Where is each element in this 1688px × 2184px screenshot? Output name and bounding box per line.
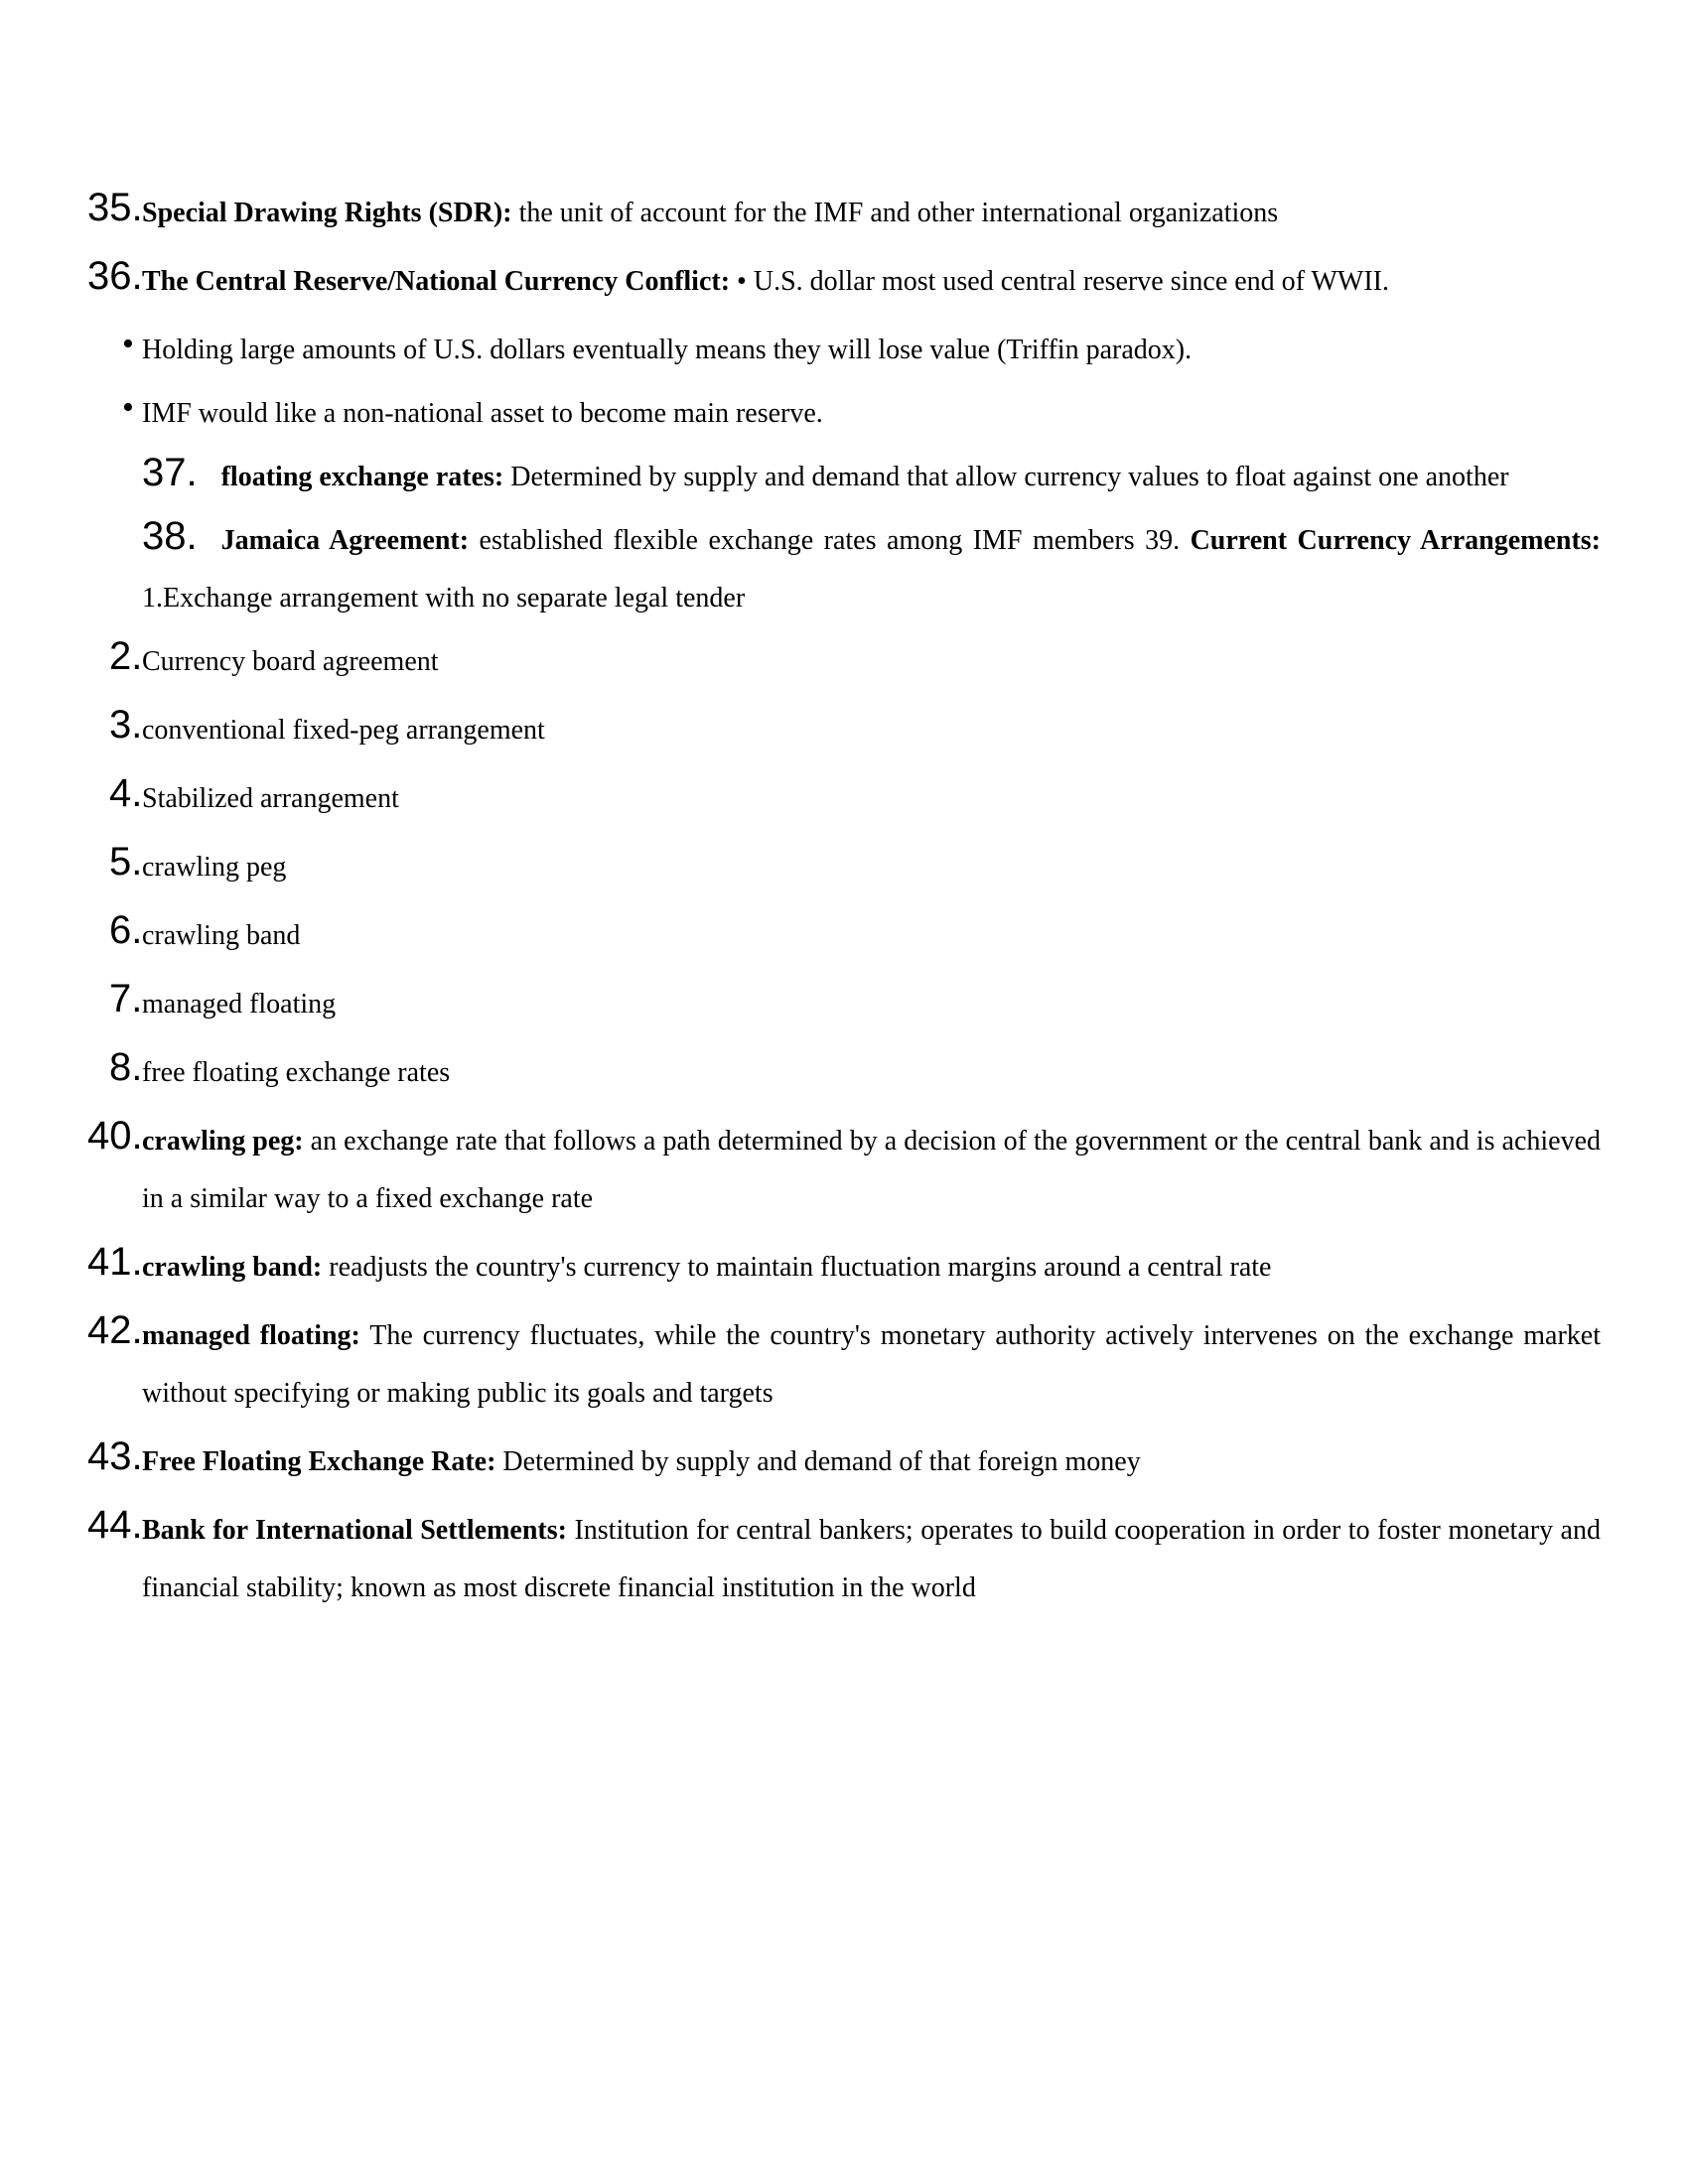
item-text: free floating exchange rates — [142, 1057, 451, 1088]
sublist-item-7 — [87, 976, 1601, 1033]
bullet-icon: • — [122, 389, 134, 426]
definition-text: the unit of account for the IMF and other international organizations — [511, 198, 1279, 228]
definition-text: an exchange rate that follows a path determined by a decision of the government or the central bank and is achieved in a similar way to a fixed exchange rate — [142, 1126, 1602, 1214]
list-item-42 — [87, 1307, 1601, 1423]
item-number: 44. — [87, 1503, 143, 1547]
item-text — [142, 1502, 1601, 1617]
definition-text-2: 1.Exchange arrangement with no separate legal tender — [142, 583, 746, 614]
item-number: 37. — [142, 451, 198, 494]
term-label: crawling peg: — [142, 1126, 304, 1157]
item-number: 2. — [109, 634, 143, 678]
term-label: The Central Reserve/National Currency Conflict: — [142, 266, 731, 297]
bullet-text: Holding large amounts of U.S. dollars eventually means they will lose value (Triffin paradox). — [142, 335, 1193, 365]
sublist-item-5 — [87, 839, 1601, 896]
term-label-2: Current Currency Arrangements: — [1190, 525, 1601, 556]
item-text: crawling peg — [142, 852, 287, 883]
item-number: 7. — [109, 977, 143, 1021]
item-number: 41. — [87, 1240, 143, 1284]
term-label: Free Floating Exchange Rate: — [142, 1446, 496, 1477]
item-text — [142, 1113, 1601, 1228]
list-item-35 — [87, 185, 1601, 242]
definition-text: The currency fluctuates, while the country's monetary authority actively intervenes on the exchange market without specifying or making public its goals and targets — [142, 1320, 1602, 1409]
item-text — [142, 512, 1601, 627]
definition-text: established flexible exchange rates among IMF members 39. — [469, 525, 1191, 556]
item-text — [142, 253, 1601, 311]
document-body — [87, 185, 1601, 1628]
item-number: 5. — [109, 840, 143, 884]
sublist-item-2 — [87, 633, 1601, 691]
definition-text: Determined by supply and demand of that foreign money — [495, 1446, 1141, 1477]
item-text: Currency board agreement — [142, 646, 439, 677]
item-text: managed floating — [142, 989, 337, 1020]
definition-text: • U.S. dollar most used central reserve since end of WWII. — [730, 266, 1390, 297]
list-item-37 — [142, 449, 1601, 506]
item-number: 38. — [142, 514, 198, 558]
term-label: crawling band: — [142, 1252, 323, 1283]
term-label: Bank for International Settlements: — [142, 1515, 567, 1546]
item-number: 6. — [109, 908, 143, 952]
item-number: 40. — [87, 1114, 143, 1158]
item-text: crawling band — [142, 920, 301, 951]
item-number: 4. — [109, 771, 143, 815]
definition-text: readjusts the country's currency to maintain fluctuation margins around a central rate — [322, 1252, 1272, 1283]
bullet-item-2 — [87, 385, 1601, 443]
item-text — [142, 1239, 1601, 1297]
item-text — [142, 449, 1601, 506]
item-text: conventional fixed-peg arrangement — [142, 715, 545, 746]
sublist-item-4 — [87, 770, 1601, 828]
list-item-38 — [142, 512, 1601, 627]
list-item-44 — [87, 1502, 1601, 1617]
term-label: Special Drawing Rights (SDR): — [142, 198, 512, 228]
bullet-icon: • — [122, 326, 134, 362]
item-text — [142, 1307, 1601, 1423]
definition-text: Institution for central bankers; operates to build cooperation in order to foster monetary and financial stability; known as most discrete financial institution in the world — [142, 1515, 1601, 1603]
list-item-41 — [87, 1239, 1601, 1297]
list-item-36 — [87, 253, 1601, 311]
sublist-item-6 — [87, 907, 1601, 965]
list-item-43 — [87, 1433, 1601, 1491]
item-number: 42. — [87, 1308, 143, 1352]
term-label: Jamaica Agreement: — [220, 525, 470, 556]
sublist-item-8 — [87, 1044, 1601, 1102]
item-number: 35. — [87, 186, 143, 229]
list-item-40 — [87, 1113, 1601, 1228]
item-text — [142, 1433, 1601, 1491]
bullet-item-1 — [87, 322, 1601, 379]
item-text: Stabilized arrangement — [142, 783, 399, 814]
item-number: 8. — [109, 1045, 143, 1089]
item-number: 43. — [87, 1434, 143, 1478]
definition-text: Determined by supply and demand that allow currency values to float against one another — [503, 462, 1509, 492]
sublist-item-3 — [87, 702, 1601, 759]
term-label: floating exchange rates: — [220, 462, 504, 492]
item-number: 3. — [109, 703, 143, 747]
bullet-text: IMF would like a non-national asset to become main reserve. — [142, 398, 823, 429]
item-number: 36. — [87, 254, 143, 298]
term-label: managed floating: — [142, 1320, 360, 1351]
item-text — [142, 185, 1601, 242]
